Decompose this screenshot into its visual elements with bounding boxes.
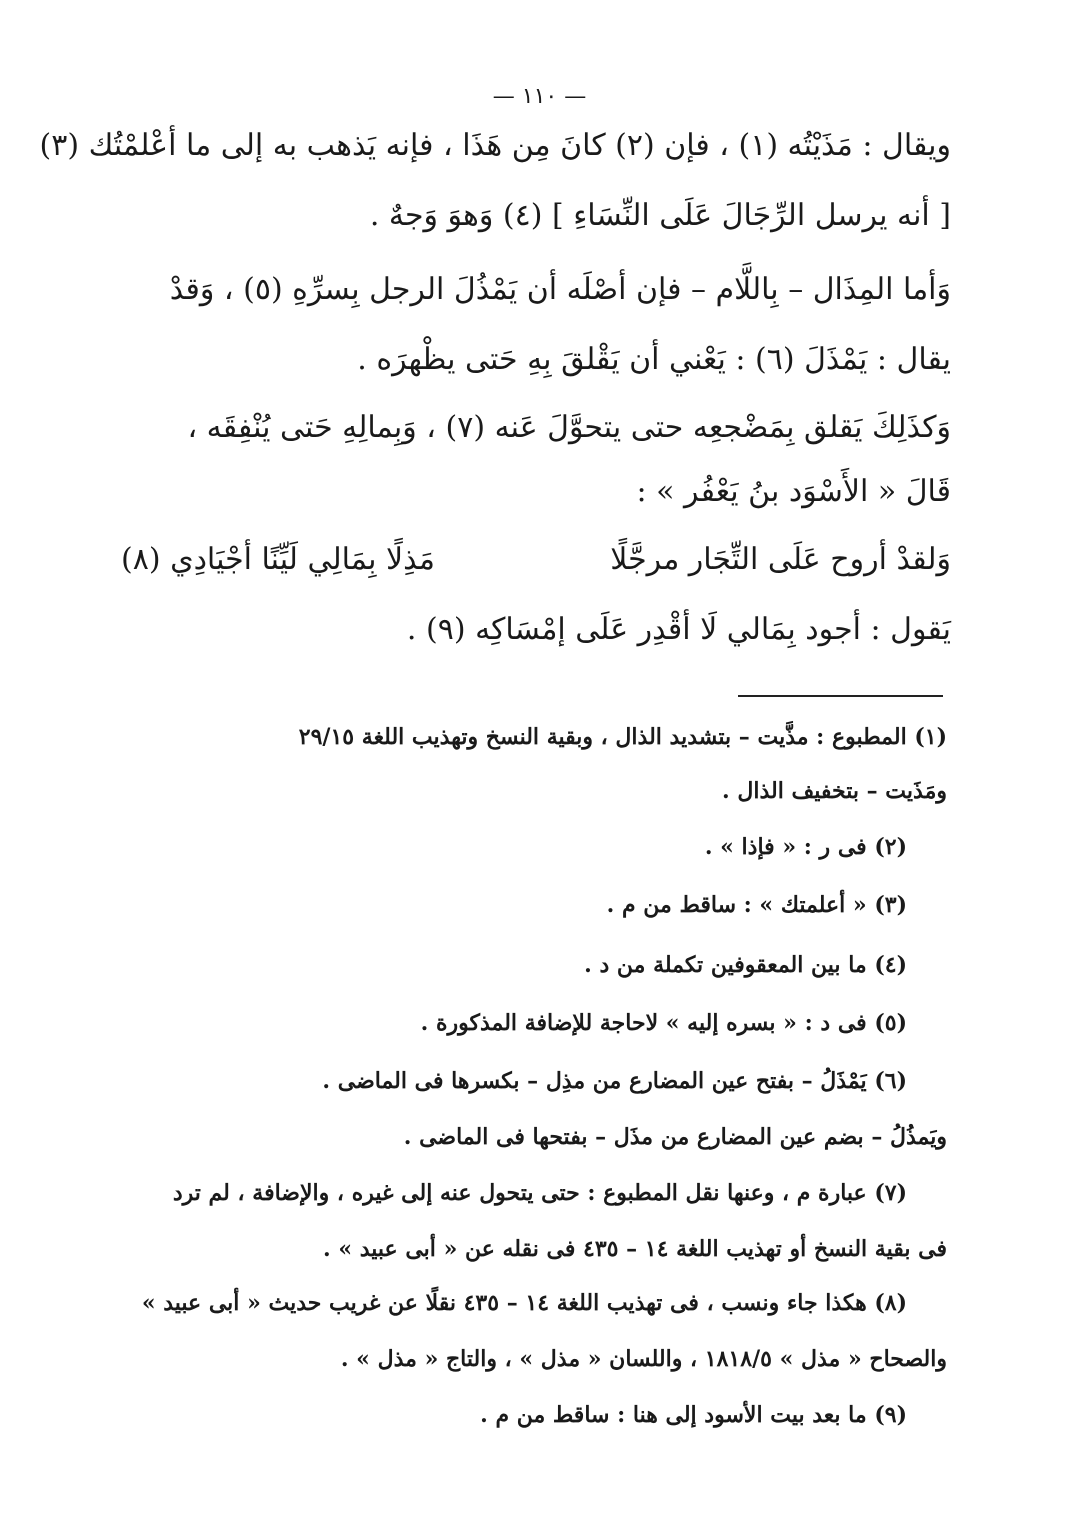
footnote-6-line-2: ويَمذُلُ – بضم عين المضارع من مذَل – بفتحها فى الماضى . bbox=[403, 1124, 947, 1150]
paragraph-1-line-2: [ أنه يرسل الرِّجَالَ عَلَى النِّسَاءِ ] (٤) وَهوَ وَجهٌ . bbox=[369, 198, 951, 233]
paragraph-3-line-1: وَكذَلِكَ يَقلق بِمَضْجعِه حتى يتحوَّلَ عَنه (٧) ، وَبِمالِهِ حَتى يُنْفِقَه ، bbox=[187, 410, 951, 445]
footnote-8-line-1: (٨) هكذا جاء ونسب ، فى تهذيب اللغة ١٤ – ٤٣٥ نقلًا عن غريب حديث « أبى عبيد » bbox=[141, 1290, 907, 1316]
paragraph-3-line-2: قَالَ « الأَسْوَد بنُ يَعْفُر » : bbox=[636, 474, 951, 509]
footnote-9: (٩) ما بعد بيت الأسود إلى هنا : ساقط من م . bbox=[480, 1402, 907, 1428]
footnote-6-line-1: (٦) يَمْذَلُ – بفتح عين المضارع من مذِل – بكسرها فى الماضى . bbox=[322, 1068, 907, 1094]
footnote-5: (٥) فى د : « بسره إليه » لاحاجة للإضافة المذكورة . bbox=[420, 1010, 907, 1036]
footnote-1-line-2: ومَذَيت – بتخفيف الذال . bbox=[722, 778, 947, 804]
footnote-separator bbox=[738, 695, 943, 697]
verse-first-hemistich: وَلقدْ أروح عَلَى التِّجَار مرجَّلًا bbox=[610, 542, 951, 577]
page-number: — ١١٠ — bbox=[492, 84, 587, 109]
footnote-3: (٣) « أعلمتك » : ساقط من م . bbox=[606, 892, 907, 918]
footnote-4: (٤) ما بين المعقوفين تكملة من د . bbox=[584, 952, 907, 978]
paragraph-2-line-1: وَأما المِذَال – بِاللَّام – فإن أصْلَه أن يَمْذُلَ الرجل بِسرِّهِ (٥) ، وَقدْ bbox=[169, 272, 951, 307]
footnote-1-line-1: (١) المطبوع : مذَّيت – بتشديد الذال ، وبقية النسخ وتهذيب اللغة ٢٩/١٥ bbox=[298, 724, 947, 750]
poem-verse bbox=[121, 542, 951, 577]
footnote-2: (٢) فى ر : « فإذا » . bbox=[704, 834, 907, 860]
paragraph-2-line-2: يقال : يَمْذَلَ (٦) : يَعْني أن يَقْلقَ بِهِ حَتى يظْهرَه . bbox=[357, 342, 951, 377]
footnote-7-line-1: (٧) عبارة م ، وعنها نقل المطبوع : حتى يتحول عنه إلى غيره ، والإضافة ، لم ترد bbox=[172, 1180, 907, 1206]
paragraph-1-line-1: ويقال : مَذَيْتُه (١) ، فإن (٢) كانَ مِن هَذَا ، فإنه يَذهب به إلى ما أعْلمْتُك (٣) bbox=[39, 128, 951, 163]
verse-explanation: يَقول : أجود بِمَالي لَا أقْدِر عَلَى إمْسَاكِه (٩) . bbox=[406, 612, 951, 647]
footnote-8-line-2: والصحاح « مذل » ١٨١٨/٥ ، واللسان « مذل » ، والتاج « مذل » . bbox=[340, 1346, 947, 1372]
verse-second-hemistich: مَذِلًا بِمَالِي لَيِّنًا أجْيَادِي (٨) bbox=[121, 542, 435, 577]
footnote-7-line-2: فى بقية النسخ أو تهذيب اللغة ١٤ – ٤٣٥ فى نقله عن « أبى عبيد » . bbox=[323, 1236, 947, 1262]
